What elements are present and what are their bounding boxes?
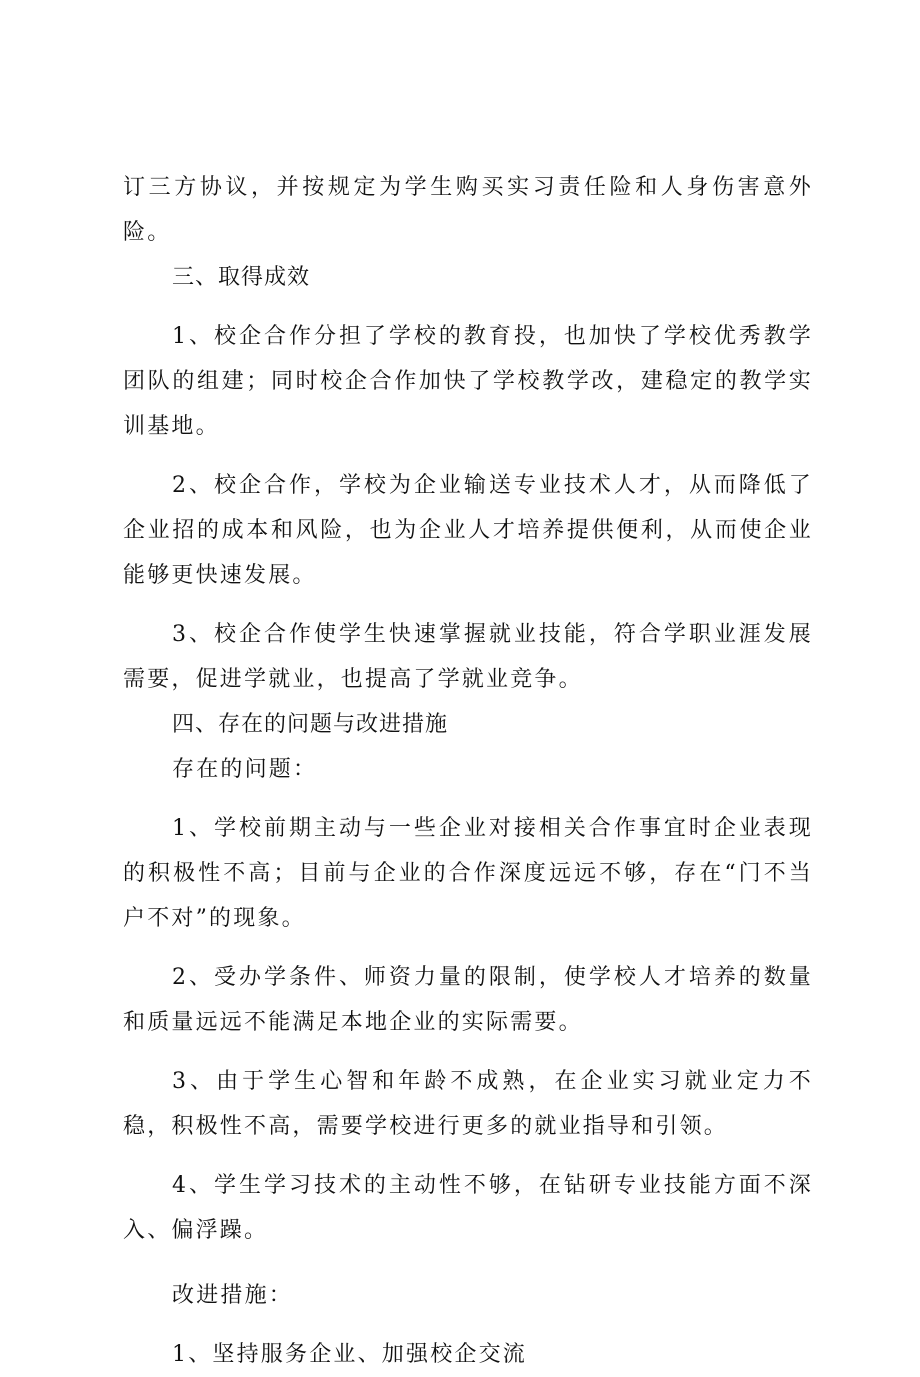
problem-paragraph-1: 1、学校前期主动与一些企业对接相关合作事宜时企业表现的积极性不高；目前与企业的合作深度远远不够，存在“门不当户不对”的现象。 [123,816,813,931]
result-paragraph-1: 1、校企合作分担了学校的教育投，也加快了学校优秀教学团队的组建；同时校企合作加快了学校教学改，建稳定的教学实训基地。 [123,324,813,439]
problem-paragraph-4: 4、学生学习技术的主动性不够，在钻研专业技能方面不深入、偏浮躁。 [123,1173,813,1243]
problem-paragraph-3: 3、由于学生心智和年龄不成熟，在企业实习就业定力不稳，积极性不高，需要学校进行更多的就业指导和引领。 [123,1069,813,1139]
problems-label: 存在的问题： [172,757,318,782]
document-body [123,165,813,1377]
result-paragraph-3: 3、校企合作使学生快速掌握就业技能，符合学职业涯发展需要，促进学就业，也提高了学就业竞争。 [123,622,813,692]
section-heading-results: 三、取得成效 [172,265,311,290]
measures-label: 改进措施： [172,1283,294,1308]
result-paragraph-2: 2、校企合作，学校为企业输送专业技术人才，从而降低了企业招的成本和风险，也为企业人才培养提供便利，从而使企业能够更快速发展。 [123,473,813,588]
measure-paragraph-1: 1、坚持服务企业、加强校企交流 [172,1342,527,1367]
intro-paragraph: 订三方协议，并按规定为学生购买实习责任险和人身伤害意外险。 [123,175,813,245]
problem-paragraph-2: 2、受办学条件、师资力量的限制，使学校人才培养的数量和质量远远不能满足本地企业的实际需要。 [123,965,813,1035]
section-heading-problems: 四、存在的问题与改进措施 [172,712,449,737]
